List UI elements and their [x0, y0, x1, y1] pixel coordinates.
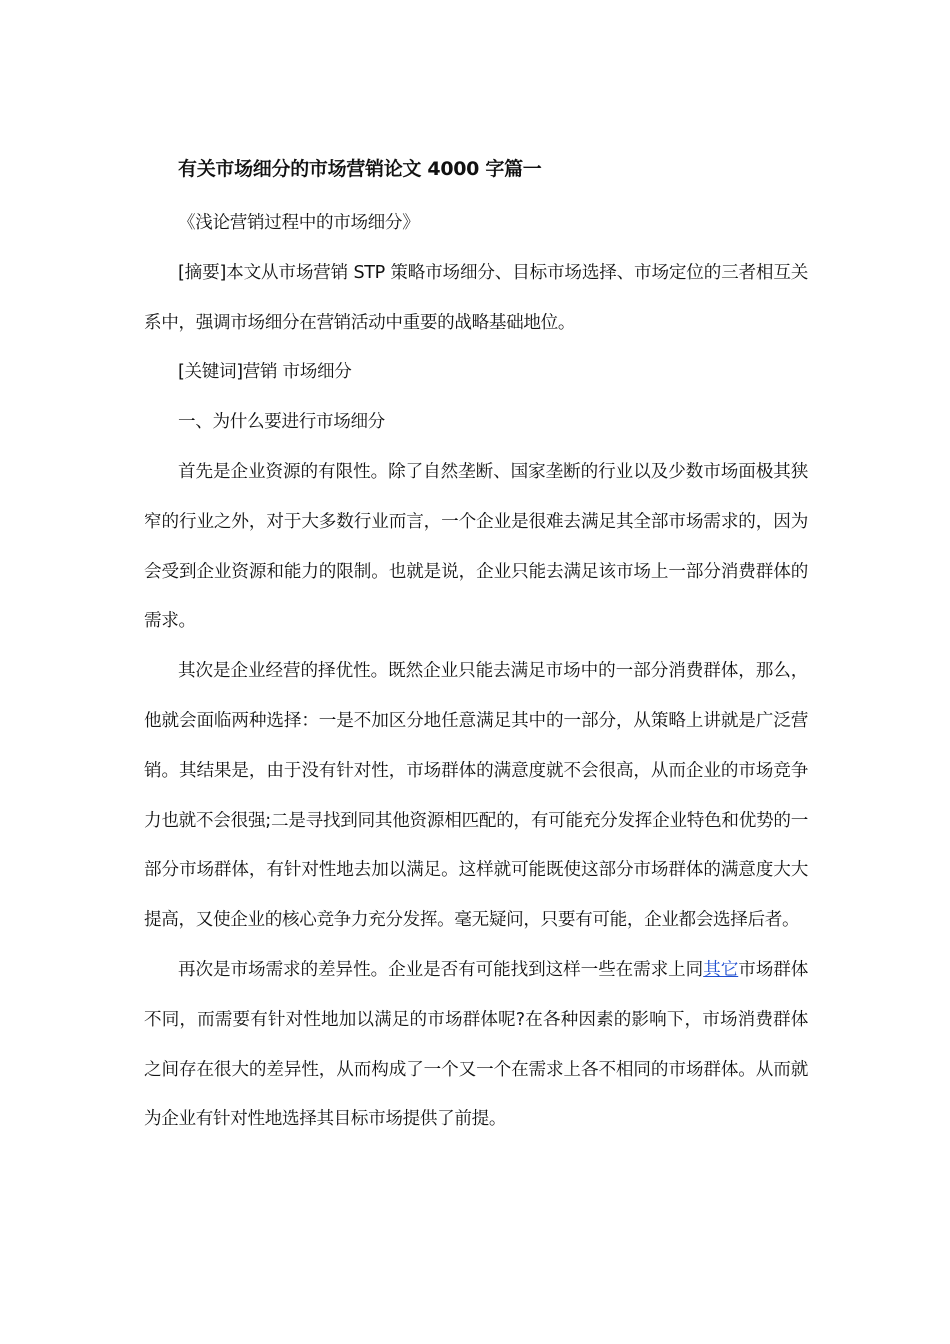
paper-title: 《浅论营销过程中的市场细分》: [178, 213, 420, 233]
document-body: [144, 149, 808, 1145]
body-paragraph-2: 其次是企业经营的择优性。既然企业只能去满足市场中的一部分消费群体，那么，他就会面临两种选择：一是不加区分地任意满足其中的一部分，从策略上讲就是广泛营销。其结果是，由于没有针对性，市场群体的满意度就不会很高，从而企业的市场竞争力也就不会很强;二是寻找到同其他资源相匹配的，有可能充分发挥企业特色和优势的一部分市场群体，有针对性地去加以满足。这样就可能既使这部分市场群体的满意度大大提高，又使企业的核心竞争力充分发挥。毫无疑问，只要有可能，企业都会选择后者。: [144, 661, 808, 931]
body-paragraph-1: 首先是企业资源的有限性。除了自然垄断、国家垄断的行业以及少数市场面极其狭窄的行业之外，对于大多数行业而言，一个企业是很难去满足其全部市场需求的，因为会受到企业资源和能力的限制。也就是说，企业只能去满足该市场上一部分消费群体的需求。: [144, 461, 808, 632]
paragraph-3-text-end: 市场群体不同，而需要有针对性地加以满足的市场群体呢?在各种因素的影响下，市场消费群体之间存在很大的差异性，从而构成了一个又一个在需求上各不相同的市场群体。从而就为企业有针对性地选择其目标市场提供了前提。: [144, 959, 808, 1130]
abstract-paragraph: [摘要]本文从市场营销 STP 策略市场细分、目标市场选择、市场定位的三者相互关系中，强调市场细分在营销活动中重要的战略基础地位。: [144, 262, 808, 333]
paragraph-3-text-start: 再次是市场需求的差异性。企业是否有可能找到这样一些在需求上同: [178, 959, 704, 980]
document-title: 有关市场细分的市场营销论文 4000 字篇一: [178, 158, 542, 180]
body-paragraph-3: [144, 946, 808, 1145]
keywords-line: [关键词]营销 市场细分: [178, 362, 352, 383]
inline-link-qita[interactable]: 其它: [703, 959, 739, 980]
section-heading: 一、为什么要进行市场细分: [178, 412, 385, 433]
